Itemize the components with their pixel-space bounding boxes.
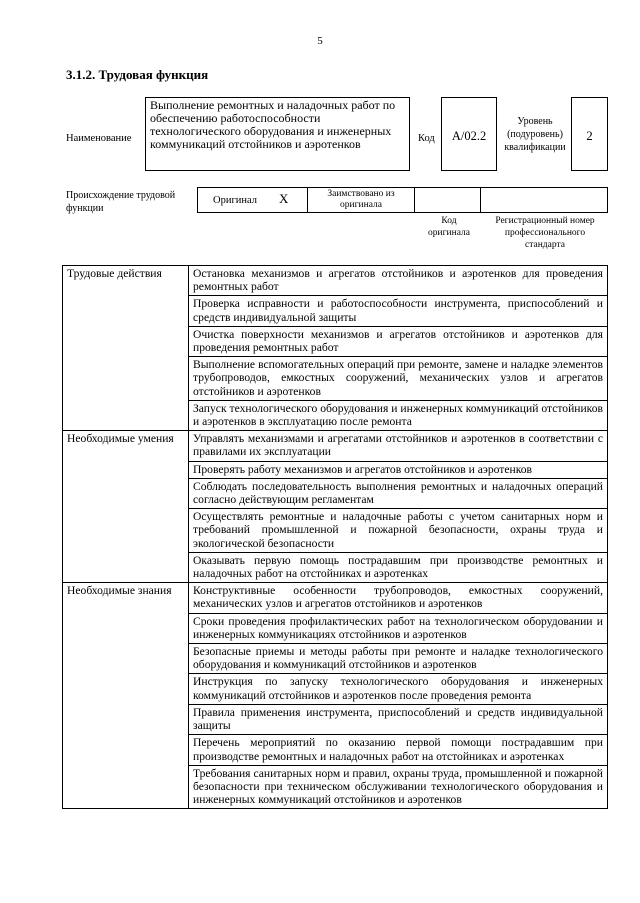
section-title-actions: Трудовые действия — [63, 266, 189, 431]
list-item: Остановка механизмов и агрегатов отстойников и аэротенков для проведения ремонтных работ — [189, 266, 608, 296]
origin-divider-3 — [480, 187, 481, 213]
name-label: Наименование — [66, 133, 132, 144]
list-item: Очистка поверхности механизмов и агрегатов отстойников и аэротенков для проведения ремонтных работ — [189, 326, 608, 356]
code-label: Код — [418, 133, 435, 144]
page-number: 5 — [317, 35, 323, 47]
list-item: Соблюдать последовательность выполнения ремонтных и наладочных операций согласно действующим регламентам — [189, 478, 608, 508]
list-item: Проверять работу механизмов и агрегатов отстойников и аэротенков — [189, 461, 608, 478]
name-value-box — [145, 97, 410, 171]
list-item: Управлять механизмами и агрегатами отстойников и аэротенков в соответствии с правилами их эксплуатации — [189, 431, 608, 461]
level-value: 2 — [586, 128, 593, 143]
list-item: Проверка исправности и работоспособности инструмента, приспособлений и средств индивидуальной защиты — [189, 296, 608, 326]
section-title-skills: Необходимые умения — [63, 431, 189, 583]
code-original-label: Код оригинала — [428, 216, 470, 238]
table-row — [63, 266, 608, 296]
original-mark: X — [279, 191, 289, 206]
level-value-box — [571, 97, 608, 171]
name-value: Выполнение ремонтных и наладочных работ по обеспечению работоспособности технологического оборудования и инженерных коммуникаций отстойников и аэротенков — [150, 98, 396, 151]
code-value-box — [441, 97, 497, 171]
section-title: 3.1.2. Трудовая функция — [66, 67, 209, 82]
reg-number-label: Регистрационный номер профессионального стандарта — [495, 216, 595, 250]
table-row — [63, 431, 608, 461]
list-item: Сроки проведения профилактических работ на технологическом оборудовании и инженерных коммуникациях отстойников и аэротенков — [189, 613, 608, 643]
list-item: Инструкция по запуску технологического оборудования и инженерных коммуникаций отстойников и аэротенков после проведения ремонта — [189, 674, 608, 704]
labor-function-table — [62, 265, 608, 809]
list-item: Оказывать первую помощь пострадавшим при производстве ремонтных и наладочных работ на отстойниках и аэротенках — [189, 552, 608, 582]
section-title-knowledge: Необходимые знания — [63, 583, 189, 809]
list-item: Запуск технологического оборудования и инженерных коммуникаций отстойников и аэротенков в эксплуатацию после ремонта — [189, 400, 608, 430]
list-item: Перечень мероприятий по оказанию первой помощи пострадавшим при производстве ремонтных и наладочных работ на отстойниках и аэротенках — [189, 735, 608, 765]
level-label: Уровень (подуровень) квалификации — [504, 116, 566, 153]
origin-divider-2 — [414, 187, 415, 213]
original-label: Оригинал — [213, 195, 257, 206]
list-item: Требования санитарных норм и правил, охраны труда, промышленной и пожарной безопасности при техническом обслуживании технологического оборудования и инженерных коммуникаций отстойников и аэротенков — [189, 765, 608, 809]
list-item: Осуществлять ремонтные и наладочные работы с учетом санитарных норм и требований промышленной и пожарной безопасности, охраны труда и экологической безопасности — [189, 509, 608, 553]
code-value: А/02.2 — [451, 129, 487, 143]
list-item: Безопасные приемы и методы работы при ремонте и наладке технологического оборудования и коммуникаций отстойников и аэротенков — [189, 644, 608, 674]
origin-divider-1 — [307, 187, 308, 213]
list-item: Конструктивные особенности трубопроводов, емкостных сооружений, механических узлов и агрегатов отстойников и аэротенков — [189, 583, 608, 613]
borrowed-label: Заимствовано из оригинала — [327, 189, 395, 210]
list-item: Выполнение вспомогательных операций при ремонте, замене и наладке элементов трубопроводов, емкостных сооружений, механических узлов и агрегатов отстойников и аэротенков — [189, 357, 608, 401]
list-item: Правила применения инструмента, приспособлений и средств индивидуальной защиты — [189, 704, 608, 734]
origin-label: Происхождение трудовой функции — [66, 190, 176, 214]
table-row — [63, 583, 608, 613]
